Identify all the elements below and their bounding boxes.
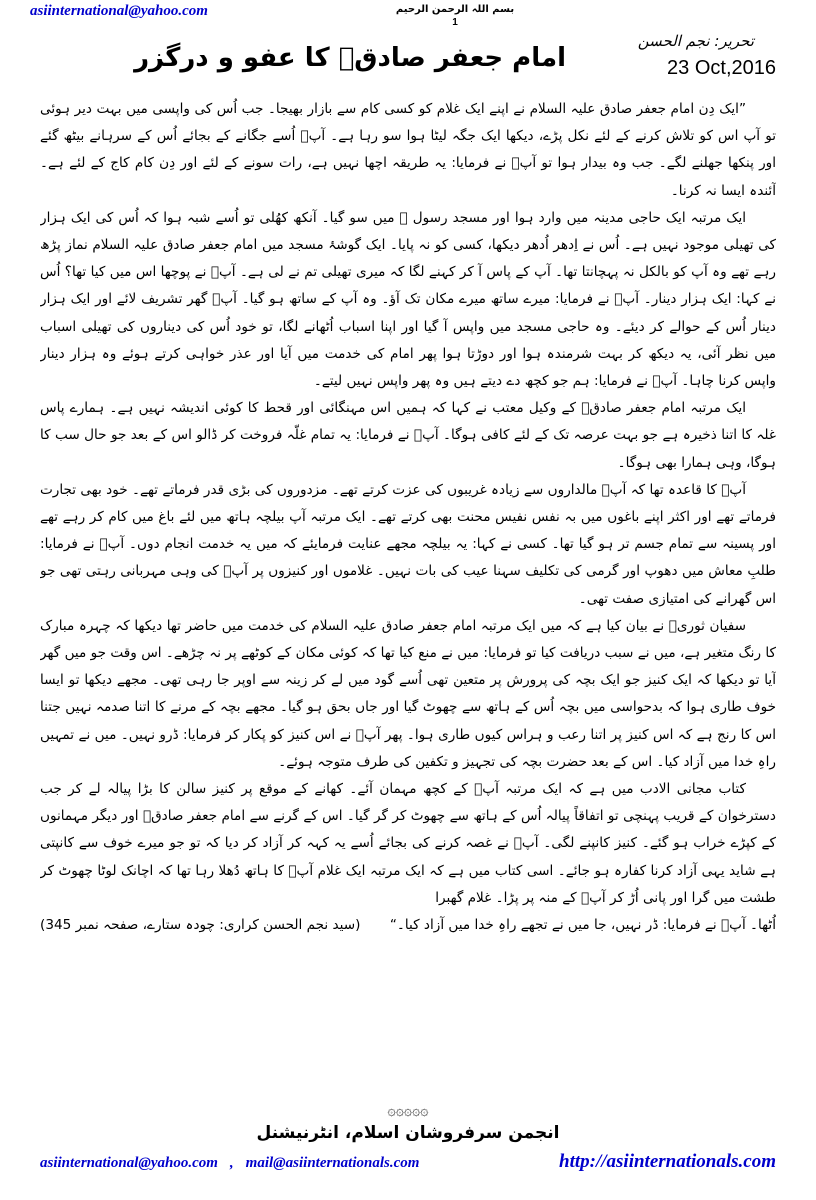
closing-row [40,912,776,939]
source-citation: (سید نجم الحسن کراری: چودہ ستارے، صفحہ نمبر 345) [40,917,361,934]
ornament-stars-icon: ۞۞۞۞۞ [387,1103,429,1119]
footer-email-link-2[interactable]: mail@asiinternationals.com [245,1155,420,1171]
organization-name: انجمن سرفروشان اسلام، انٹرنیشنل [256,1123,560,1143]
website-link[interactable]: http://asiinternationals.com [559,1151,776,1172]
footer-email-link-1[interactable]: asiinternational@yahoo.com [40,1155,218,1171]
paragraph: کتاب مجانی الادب میں ہے کہ ایک مرتبہ آپؑ کے کچھ مہمان آئے۔ کھانے کے موقع پر کنیز سالن کا بڑا پیالہ لے کر جب دسترخوان کے قریب پہنچی تو اتفاقاً پیالہ اُس کے ہاتھ سے چھوٹ کر گر گیا۔ اس کے گرنے سے امام جعفر صادقؑ اور دیگر مہمانوں کے کپڑے خراب ہو گئے۔ کنیز کانپنے لگی۔ آپؑ نے غصہ کرنے کی بجائے اُسے یہ کہہ کر آزاد کر دیا کہ تو جو میرے خوف سے کانپتی ہے شاید یہی آزاد کرنا کفارہ ہو جائے۔ اسی کتاب میں ہے کہ ایک مرتبہ ایک غلام آپؑ کا ہاتھ دُھلا رہا تھا کہ اچانک لوٹا چھوٹ کر طشت میں گرا اور پانی اُڑ کر آپؑ کے منہ پر پڑا۔ غلام گھبرا [40,781,776,906]
publish-date: 23 Oct,2016 [667,57,776,79]
top-band [0,0,816,34]
footer-emails [40,1153,419,1173]
paragraph: سفیان ثوریؒ نے بیان کیا ہے کہ میں ایک مرتبہ امام جعفر صادق علیہ السلام کی خدمت میں حاضر تھا دیکھا کہ چہرہ مبارک کا رنگ متغیر ہے، میں نے سبب دریافت کیا تو فرمایا: میں نے منع کیا تھا کہ کوئی مکان کے کوٹھے پر نہ چڑھے۔ اس وقت جو میں گھر آیا تو دیکھا کہ ایک کنیز جو ایک بچہ کی پرورش پر متعین تھی اُسے گود میں لے کر زینہ سے اوپر جا رہی تھی۔ مجھے دیکھا تو ایسا خوف طاری ہوا کہ بدحواسی میں بچہ اُس کے ہاتھ سے چھوٹ گیا اور جاں بحق ہو گیا۔ مجھے بچہ کے مرنے کا اتنا صدمہ نہیں جتنا اس کا رنج ہے کہ اس کنیز پر اتنا رعب و ہراس کیوں طاری ہوا۔ پھر آپؑ نے اس کنیز کو پکار کر فرمایا: ڈرو نہیں۔ میں نے تمہیں راہِ خدا میں آزاد کیا۔ اس کے بعد حضرت بچہ کی تجہیز و تکفین کی طرف متوجہ ہوئے۔ [40,617,776,770]
paragraph: ایک مرتبہ امام جعفر صادقؑ کے وکیل معتب نے کہا کہ ہمیں اس مہنگائی اور قحط کا کوئی اندیشہ نہیں ہے۔ ہمارے پاس غلہ کا اتنا ذخیرہ ہے جو بہت عرصہ تک کے لئے کافی ہوگا۔ آپؑ نے فرمایا: یہ تمام غلّہ فروخت کر ڈالو اس کے بعد جو حال سب کا ہوگا، وہی ہمارا بھی ہوگا۔ [40,400,776,471]
footer [40,1150,776,1176]
header-email-link[interactable]: asiinternational@yahoo.com [30,3,208,19]
paragraph: آپؑ کا قاعدہ تھا کہ آپؑ مالداروں سے زیادہ غریبوں کی عزت کرتے تھے۔ مزدوروں کی بڑی قدر فرماتے تھے۔ خود بھی تجارت فرماتے تھے اور اکثر اپنے باغوں میں بہ نفس نفیس محنت بھی کرتے تھے۔ ایک مرتبہ آپ بیلچہ ہاتھ میں لئے باغ میں کام کر رہے تھے اور پسینہ سے تمام جسم تر ہو گیا تھا۔ کسی نے کہا: یہ بیلچہ مجھے عنایت فرمایئے کہ میں یہ خدمت انجام دوں۔ آپؑ نے فرمایا: طلبِ معاش میں دھوپ اور گرمی کی تکلیف سہنا عیب کی بات نہیں۔ غلاموں اور کنیزوں پر آپؑ کی وہی مہربانی رہتی تھی جو اس گھرانے کی امتیازی صفت تھی۔ [40,481,776,607]
paragraph: ایک مرتبہ ایک حاجی مدینہ میں وارد ہوا اور مسجد رسول ﷺ میں سو گیا۔ آنکھ کھُلی تو اُسے شبہ ہوا کہ اُس کی ایک ہزار کی تھیلی موجود نہیں ہے۔ اُس نے اِدھر اُدھر دیکھا، کسی کو نہ پایا۔ ایک گوشۂ مسجد میں امام جعفر صادق علیہ السلام نماز پڑھ رہے تھے وہ آپ کو بالکل نہ پہچانتا تھا۔ آپ کے پاس آ کر کہنے لگا کہ میری تھیلی تم نے لی ہے۔ آپؑ نے پوچھا اس میں کیا تھا؟ اُس نے کہا: ایک ہزار دینار۔ آپؑ نے فرمایا: میرے ساتھ میرے مکان تک آؤ۔ وہ آپ کے ساتھ ہو گیا۔ آپؑ گھر تشریف لائے اور ایک ہزار دینار اُس کے حوالے کر دیئے۔ وہ حاجی مسجد میں واپس آ گیا اور اپنا اسباب اُٹھانے لگا، تو خود اُس کی دیناروں کی تھیلی اسباب میں نظر آئی، یہ دیکھ کر بہت شرمندہ ہوا اور دوڑتا ہوا پھر امام کی خدمت میں آیا اور عذر خواہی کرتے ہوئے وہ ہزار دینار واپس کرنا چاہا۔ آپؑ نے فرمایا: ہم جو کچھ دے دیتے ہیں وہ پھر واپس نہیں لیتے۔ [40,209,776,390]
bismillah: بسم اللہ الرحمن الرحیم [395,4,515,15]
title-band [40,30,776,88]
page-number: 1 [452,17,458,28]
page-title: امام جعفر صادقؑ کا عفو و درگزر [134,43,566,73]
email-separator: , [229,1155,234,1171]
author-byline: تحریر: نجم الحسن [637,32,754,50]
article-body [40,96,776,1096]
paragraph: ”ایک دِن امام جعفر صادق علیہ السلام نے اپنے ایک غلام کو کسی کام سے بازار بھیجا۔ جب اُس کی واپسی میں بہت دیر ہوئی تو آپ اس کو تلاش کرنے کے لئے نکل پڑے، دیکھا ایک جگہ لیٹا ہوا سو رہا ہے۔ آپؑ اُسے جگانے کے بجائے اُس کے سرہانے بیٹھ گئے اور پنکھا جھلنے لگے۔ جب وہ بیدار ہوا تو آپؑ نے فرمایا: یہ طریقہ اچھا نہیں ہے، رات سونے کے لئے اور دِن کام کاج کے لئے ہے۔ آئندہ ایسا نہ کرنا۔ [40,101,776,199]
closing-line: اُٹھا۔ آپؑ نے فرمایا: ڈر نہیں، جا میں نے تجھے راہِ خدا میں آزاد کیا۔“ [389,917,776,934]
